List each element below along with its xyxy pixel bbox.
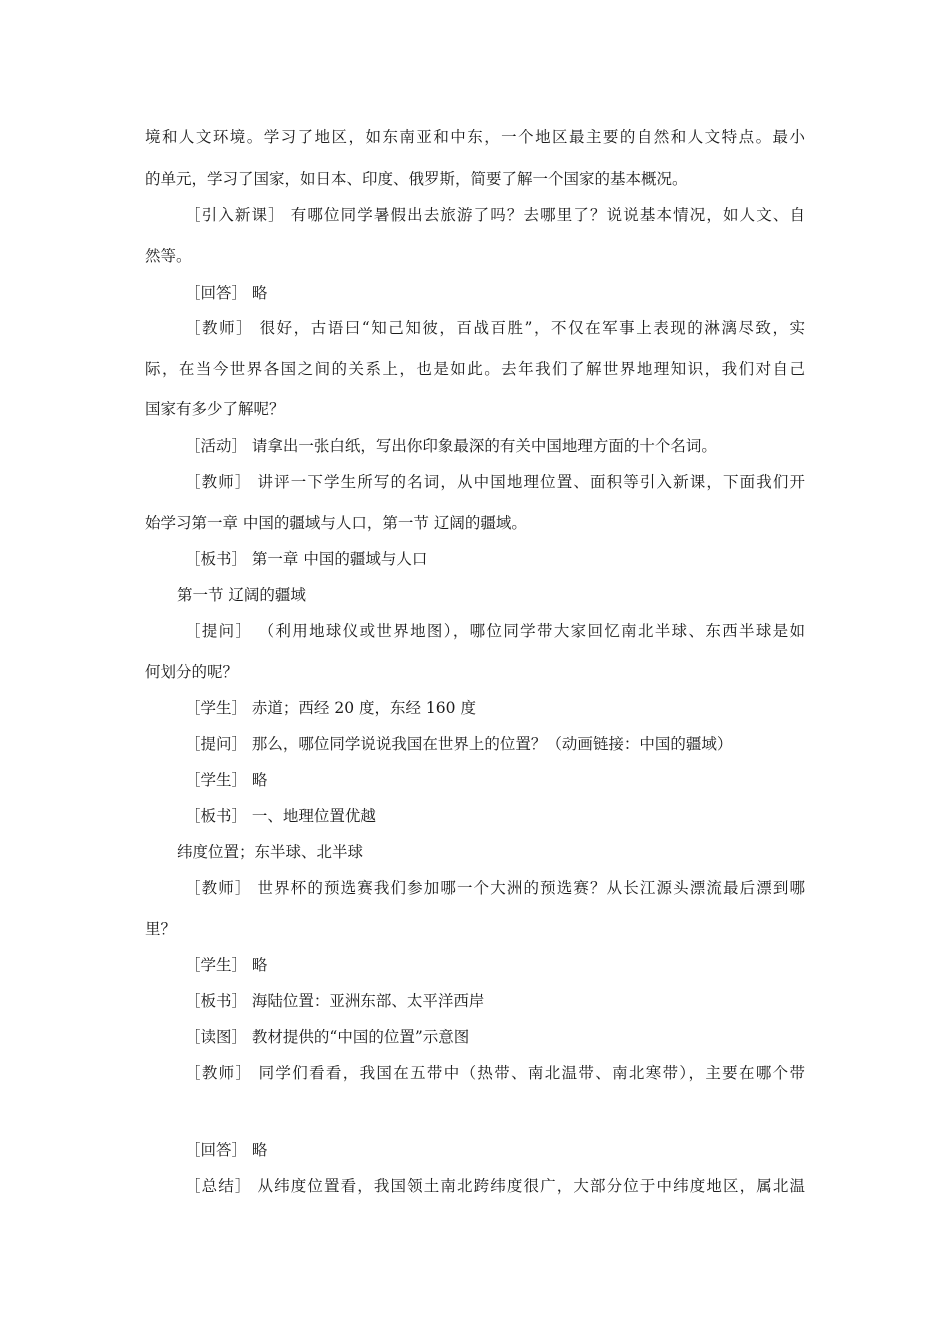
text-line: 然等。 <box>145 247 192 265</box>
text-line: ［教师］ 同学们看看，我国在五带中（热带、南北温带、南北寒带），主要在哪个带 <box>185 1064 805 1082</box>
text-line: ［提问］ 那么，哪位同学说说我国在世界上的位置？（动画链接：中国的疆域） <box>185 735 733 753</box>
text-line: 的单元，学习了国家，如日本、印度、俄罗斯，简要了解一个国家的基本概况。 <box>145 170 688 188</box>
text-line: ［学生］ 略 <box>185 956 268 974</box>
text-line: ［提问］ （利用地球仪或世界地图），哪位同学带大家回忆南北半球、东西半球是如 <box>185 622 805 640</box>
text-line: ［读图］ 教材提供的“中国的位置”示意图 <box>185 1028 470 1046</box>
text-line: ［学生］ 赤道；西经 20 度，东经 160 度 <box>185 699 476 717</box>
text-line: 境和人文环境。学习了地区，如东南亚和中东，一个地区最主要的自然和人文特点。最小 <box>145 128 805 146</box>
text-line: ［板书］ 第一章 中国的疆域与人口 <box>185 550 428 568</box>
text-line: ［引入新课］ 有哪位同学暑假出去旅游了吗？去哪里了？说说基本情况，如人文、自 <box>185 206 805 224</box>
text-line: 际，在当今世界各国之间的关系上，也是如此。去年我们了解世界地理知识，我们对自己 <box>145 360 805 378</box>
text-line: ［总结］ 从纬度位置看，我国领土南北跨纬度很广，大部分位于中纬度地区，属北温 <box>185 1177 805 1195</box>
text-line: 里？ <box>145 920 177 938</box>
text-line: ［回答］ 略 <box>185 1141 268 1159</box>
text-line: ［板书］ 一、地理位置优越 <box>185 807 376 825</box>
text-line: ［教师］ 很好，古语曰“知己知彼，百战百胜”，不仅在军事上表现的淋漓尽致，实 <box>185 319 805 337</box>
text-line: ［教师］ 讲评一下学生所写的名词，从中国地理位置、面积等引入新课，下面我们开 <box>185 473 805 491</box>
text-line: 始学习第一章 中国的疆域与人口，第一节 辽阔的疆域。 <box>145 514 527 532</box>
text-line: 国家有多少了解呢？ <box>145 400 285 418</box>
text-line: ［回答］ 略 <box>185 284 268 302</box>
text-line: 何划分的呢？ <box>145 663 239 681</box>
text-line: ［教师］ 世界杯的预选赛我们参加哪一个大洲的预选赛？从长江源头漂流最后漂到哪 <box>185 879 805 897</box>
text-line: ［学生］ 略 <box>185 771 268 789</box>
text-line: 第一节 辽阔的疆域 <box>177 586 306 604</box>
text-line: 纬度位置；东半球、北半球 <box>177 843 364 861</box>
text-line: ［板书］ 海陆位置：亚洲东部、太平洋西岸 <box>185 992 485 1010</box>
text-line: ［活动］ 请拿出一张白纸，写出你印象最深的有关中国地理方面的十个名词。 <box>185 437 717 455</box>
